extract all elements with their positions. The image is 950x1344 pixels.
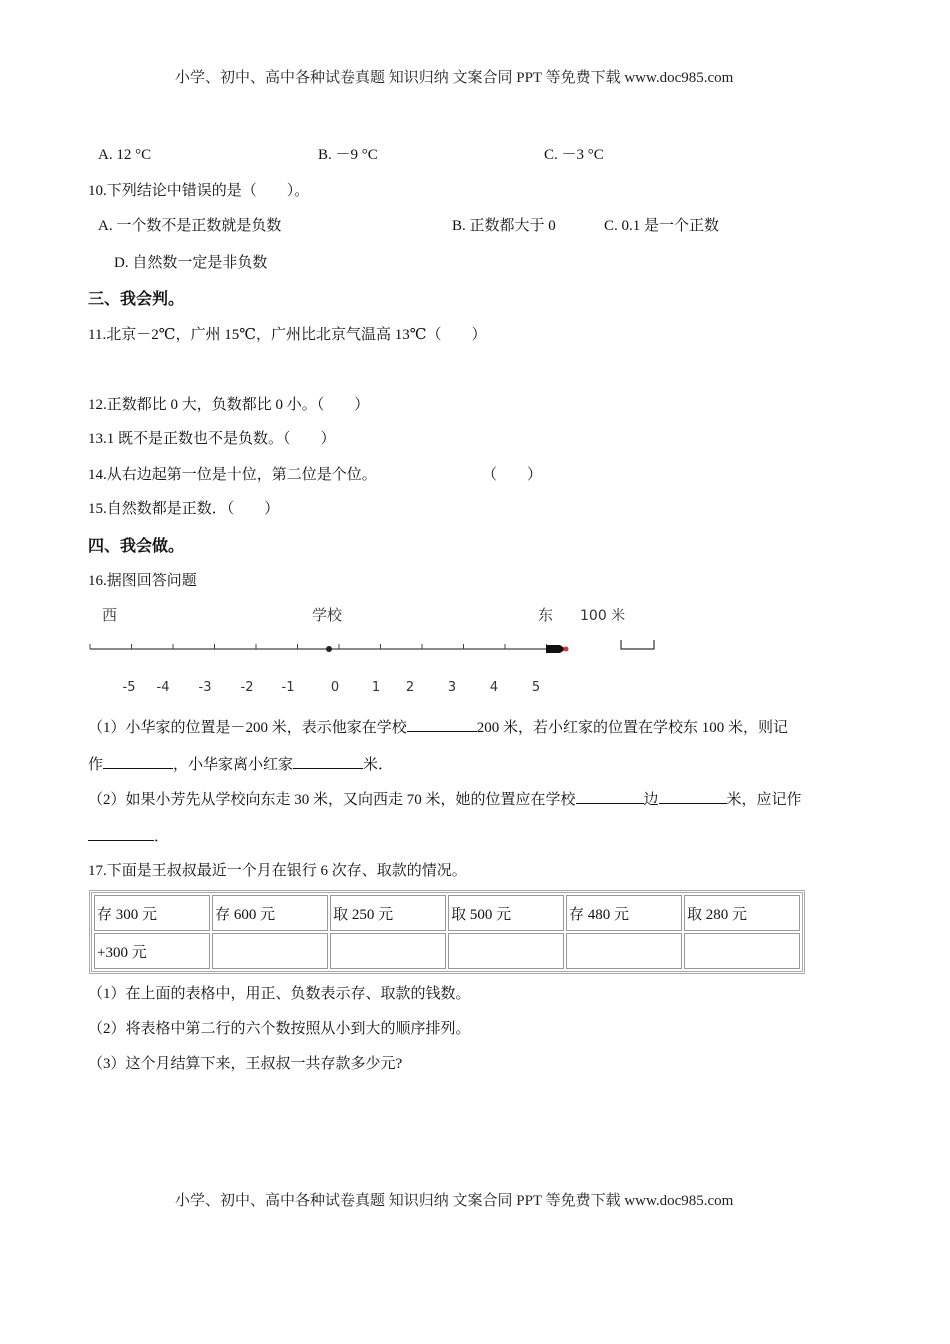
q16-part1-a: （1）小华家的位置是－200 米，表示他家在学校: [88, 720, 407, 736]
q16-blank-5[interactable]: [659, 788, 727, 804]
q16-part2-line2: [88, 825, 169, 847]
table-cell: 存 600 元: [212, 895, 328, 931]
q16-part1-e: 米．: [363, 757, 394, 773]
scale-bar: [621, 640, 654, 649]
east-label: 东: [538, 606, 554, 624]
tick-label: 2: [405, 680, 415, 695]
scale-label: 100 米: [580, 608, 626, 624]
page-header: 小学、初中、高中各种试卷真题 知识归纳 文案合同 PPT 等免费下载 www.doc985.com: [175, 70, 734, 86]
tick-label: -4: [156, 680, 170, 695]
table-row: [94, 895, 800, 931]
tick-label: 5: [531, 680, 541, 695]
q16-part1-b: 200 米，若小红家的位置在学校东 100 米，则记: [476, 720, 789, 736]
q16-blank-1[interactable]: [407, 716, 477, 732]
number-line-figure: [86, 596, 666, 696]
q17-part-1: （1）在上面的表格中，用正、负数表示存、取款的钱数。: [88, 986, 471, 1002]
q16-part2-c: 米，应记作: [726, 792, 802, 808]
table-row: [94, 933, 800, 969]
q17-table: [89, 890, 805, 974]
q10-stem: 10.下列结论中错误的是（ ）。: [88, 183, 310, 199]
tick-label: -1: [281, 680, 295, 695]
q9-option-a: A. 12 °C: [98, 147, 152, 163]
tick-label: -2: [240, 680, 254, 695]
tick-label: 0: [330, 680, 340, 695]
tick-label: 4: [489, 680, 499, 695]
table-cell-input[interactable]: [448, 933, 564, 969]
west-label: 西: [102, 606, 118, 624]
q17-part-3: （3）这个月结算下来，王叔叔一共存款多少元?: [88, 1056, 403, 1072]
tick-labels: [123, 680, 541, 695]
q16-part1-c: 作: [88, 757, 104, 773]
q12: 12.正数都比 0 大，负数都比 0 小。（ ）: [88, 397, 370, 413]
q16-blank-6[interactable]: [88, 825, 154, 841]
east-arrow-dot: [564, 647, 569, 652]
q16-part1-line1: [88, 716, 788, 738]
q10-option-a: A. 一个数不是正数就是负数: [98, 218, 282, 234]
school-dot: [326, 646, 332, 652]
table-cell-input[interactable]: [566, 933, 682, 969]
q16-part2-a: （2）如果小芳先从学校向东走 30 米，又向西走 70 米，她的位置应在学校: [88, 792, 576, 808]
table-cell-input[interactable]: [684, 933, 800, 969]
table-cell-input[interactable]: [212, 933, 328, 969]
q16-part2-b: 边: [643, 792, 659, 808]
tick-label: 1: [371, 680, 381, 695]
section-4-title: 四、我会做。: [88, 536, 185, 555]
q9-option-c: C. －3 °C: [544, 147, 604, 163]
q16-blank-3[interactable]: [293, 753, 363, 769]
table-cell: 取 250 元: [330, 895, 446, 931]
q15: 15.自然数都是正数．（ ）: [88, 501, 280, 517]
table-cell: 存 480 元: [566, 895, 682, 931]
q16-blank-2[interactable]: [103, 753, 173, 769]
q10-option-d: D. 自然数一定是非负数: [114, 255, 268, 271]
q11: 11.北京－2℃，广州 15℃，广州比北京气温高 13℃（ ）: [88, 327, 487, 343]
q16-blank-4[interactable]: [576, 788, 644, 804]
q10-option-c: C. 0.1 是一个正数: [604, 218, 720, 234]
tick-label: -5: [122, 680, 136, 695]
q9-option-b: B. －9 °C: [318, 147, 378, 163]
q14: 14.从右边起第一位是十位，第二位是个位。: [88, 467, 377, 483]
q16-part1-d: ，小华家离小红家: [173, 757, 294, 773]
q16-part2-d: ．: [154, 829, 170, 845]
tick-label: -3: [198, 680, 212, 695]
q16-part2-line1: [88, 788, 802, 810]
east-arrow-head: [546, 645, 560, 653]
q14-paren: （ ）: [482, 467, 543, 483]
table-cell-input[interactable]: [330, 933, 446, 969]
table-cell: 存 300 元: [94, 895, 210, 931]
tick-label: 3: [447, 680, 457, 695]
q16-stem: 16.据图回答问题: [88, 573, 197, 589]
q10-option-b: B. 正数都大于 0: [452, 218, 556, 234]
q17-stem: 17.下面是王叔叔最近一个月在银行 6 次存、取款的情况。: [88, 863, 467, 879]
table-cell: +300 元: [94, 933, 210, 969]
page-footer: 小学、初中、高中各种试卷真题 知识归纳 文案合同 PPT 等免费下载 www.doc985.com: [175, 1193, 734, 1209]
table-cell: 取 500 元: [448, 895, 564, 931]
q16-part1-line2: [88, 753, 393, 775]
table-cell: 取 280 元: [684, 895, 800, 931]
q13: 13.1 既不是正数也不是负数。（ ）: [88, 431, 336, 447]
tick-marks: [90, 644, 547, 649]
school-label: 学校: [312, 606, 343, 624]
section-3-title: 三、我会判。: [88, 289, 185, 308]
q17-part-2: （2）将表格中第二行的六个数按照从小到大的顺序排列。: [88, 1021, 471, 1037]
